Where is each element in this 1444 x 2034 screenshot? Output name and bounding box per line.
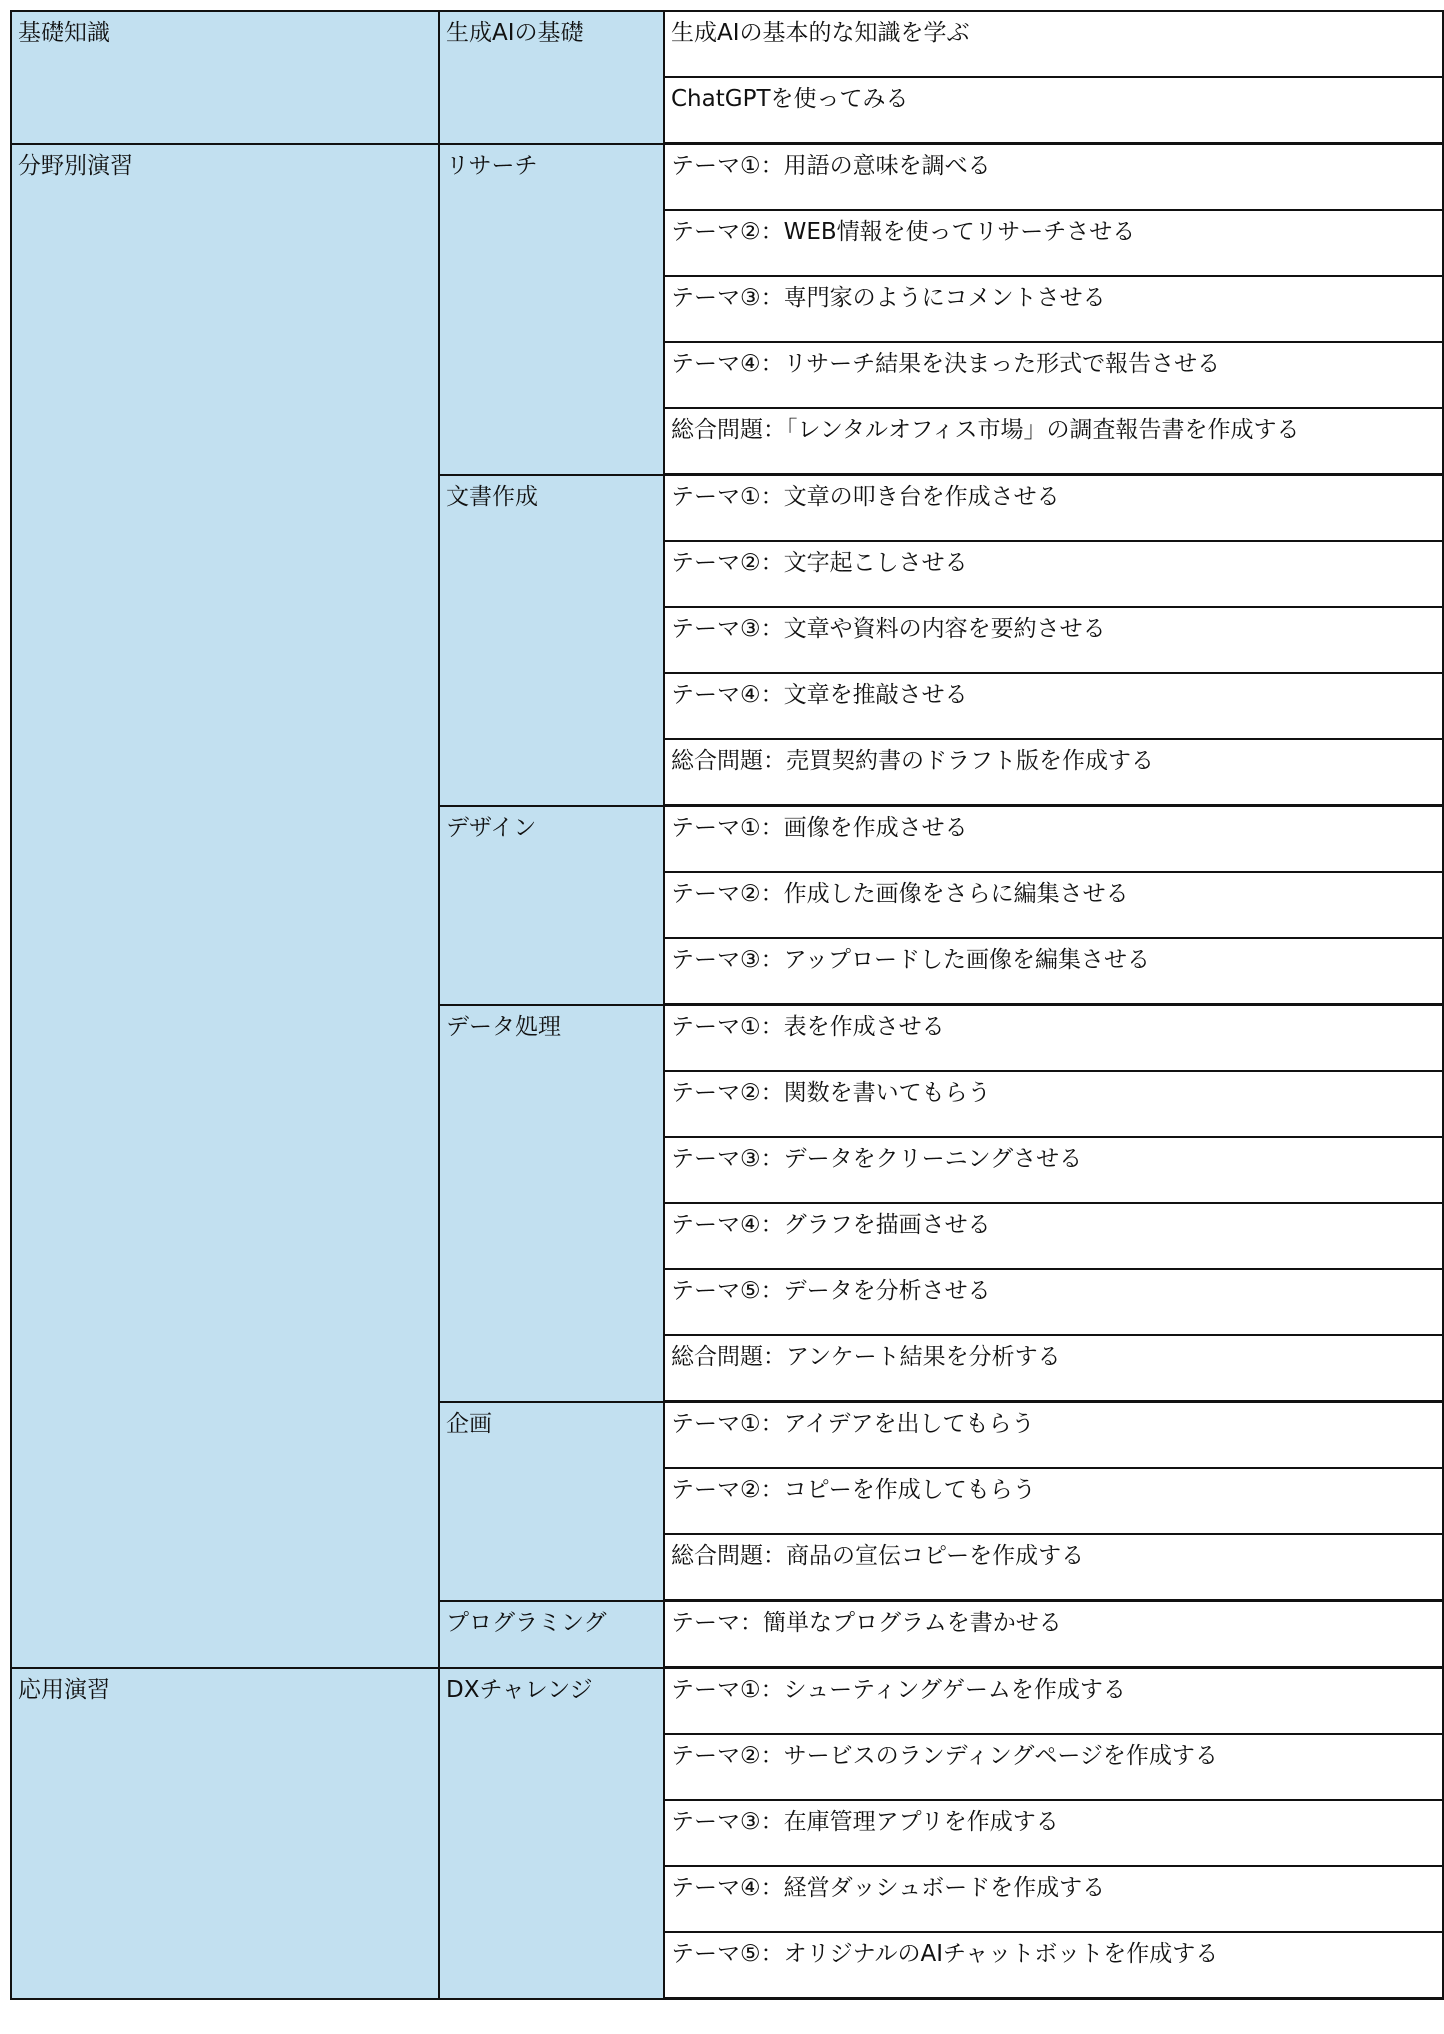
topic-cell: テーマ③：データをクリーニングさせる bbox=[664, 1137, 1443, 1203]
subcategory-cell: 生成AIの基礎 bbox=[439, 11, 664, 144]
topic-cell: テーマ④：グラフを描画させる bbox=[664, 1203, 1443, 1269]
category-cell: 基礎知識 bbox=[11, 11, 439, 144]
table-row bbox=[11, 1668, 1443, 1735]
topic-cell: テーマ①：文章の叩き台を作成させる bbox=[664, 475, 1443, 542]
topic-cell: テーマ②：作成した画像をさらに編集させる bbox=[664, 872, 1443, 938]
topic-cell: テーマ④：リサーチ結果を決まった形式で報告させる bbox=[664, 342, 1443, 408]
subcategory-cell: データ処理 bbox=[439, 1005, 664, 1402]
topic-cell: テーマ⑤：データを分析させる bbox=[664, 1269, 1443, 1335]
topic-cell: テーマ①：用語の意味を調べる bbox=[664, 144, 1443, 211]
topic-cell: テーマ③：在庫管理アプリを作成する bbox=[664, 1800, 1443, 1866]
table-row bbox=[11, 11, 1443, 77]
topic-cell: テーマ①：シューティングゲームを作成する bbox=[664, 1668, 1443, 1735]
topic-cell: ChatGPTを使ってみる bbox=[664, 77, 1443, 144]
topic-cell: テーマ②：WEB情報を使ってリサーチさせる bbox=[664, 210, 1443, 276]
topic-cell: 総合問題：アンケート結果を分析する bbox=[664, 1335, 1443, 1402]
topic-cell: テーマ④：文章を推敲させる bbox=[664, 673, 1443, 739]
topic-cell: テーマ①：アイデアを出してもらう bbox=[664, 1402, 1443, 1469]
topic-cell: テーマ①：画像を作成させる bbox=[664, 806, 1443, 873]
topic-cell: 生成AIの基本的な知識を学ぶ bbox=[664, 11, 1443, 77]
subcategory-cell: リサーチ bbox=[439, 144, 664, 475]
table-row bbox=[11, 144, 1443, 211]
subcategory-cell: 文書作成 bbox=[439, 475, 664, 806]
curriculum-table bbox=[10, 10, 1444, 2000]
topic-cell: テーマ③：専門家のようにコメントさせる bbox=[664, 276, 1443, 342]
subcategory-cell: プログラミング bbox=[439, 1601, 664, 1668]
topic-cell: テーマ：簡単なプログラムを書かせる bbox=[664, 1601, 1443, 1668]
topic-cell: テーマ⑤：オリジナルのAIチャットボットを作成する bbox=[664, 1932, 1443, 1999]
topic-cell: 総合問題：「レンタルオフィス市場」の調査報告書を作成する bbox=[664, 408, 1443, 475]
subcategory-cell: デザイン bbox=[439, 806, 664, 1005]
topic-cell: テーマ②：サービスのランディングページを作成する bbox=[664, 1734, 1443, 1800]
topic-cell: テーマ④：経営ダッシュボードを作成する bbox=[664, 1866, 1443, 1932]
subcategory-cell: DXチャレンジ bbox=[439, 1668, 664, 1999]
topic-cell: 総合問題：売買契約書のドラフト版を作成する bbox=[664, 739, 1443, 806]
subcategory-cell: 企画 bbox=[439, 1402, 664, 1601]
topic-cell: 総合問題：商品の宣伝コピーを作成する bbox=[664, 1534, 1443, 1601]
category-cell: 応用演習 bbox=[11, 1668, 439, 1999]
topic-cell: テーマ②：文字起こしさせる bbox=[664, 541, 1443, 607]
topic-cell: テーマ②：コピーを作成してもらう bbox=[664, 1468, 1443, 1534]
topic-cell: テーマ②：関数を書いてもらう bbox=[664, 1071, 1443, 1137]
category-cell: 分野別演習 bbox=[11, 144, 439, 1668]
topic-cell: テーマ①：表を作成させる bbox=[664, 1005, 1443, 1072]
topic-cell: テーマ③：アップロードした画像を編集させる bbox=[664, 938, 1443, 1005]
topic-cell: テーマ③：文章や資料の内容を要約させる bbox=[664, 607, 1443, 673]
